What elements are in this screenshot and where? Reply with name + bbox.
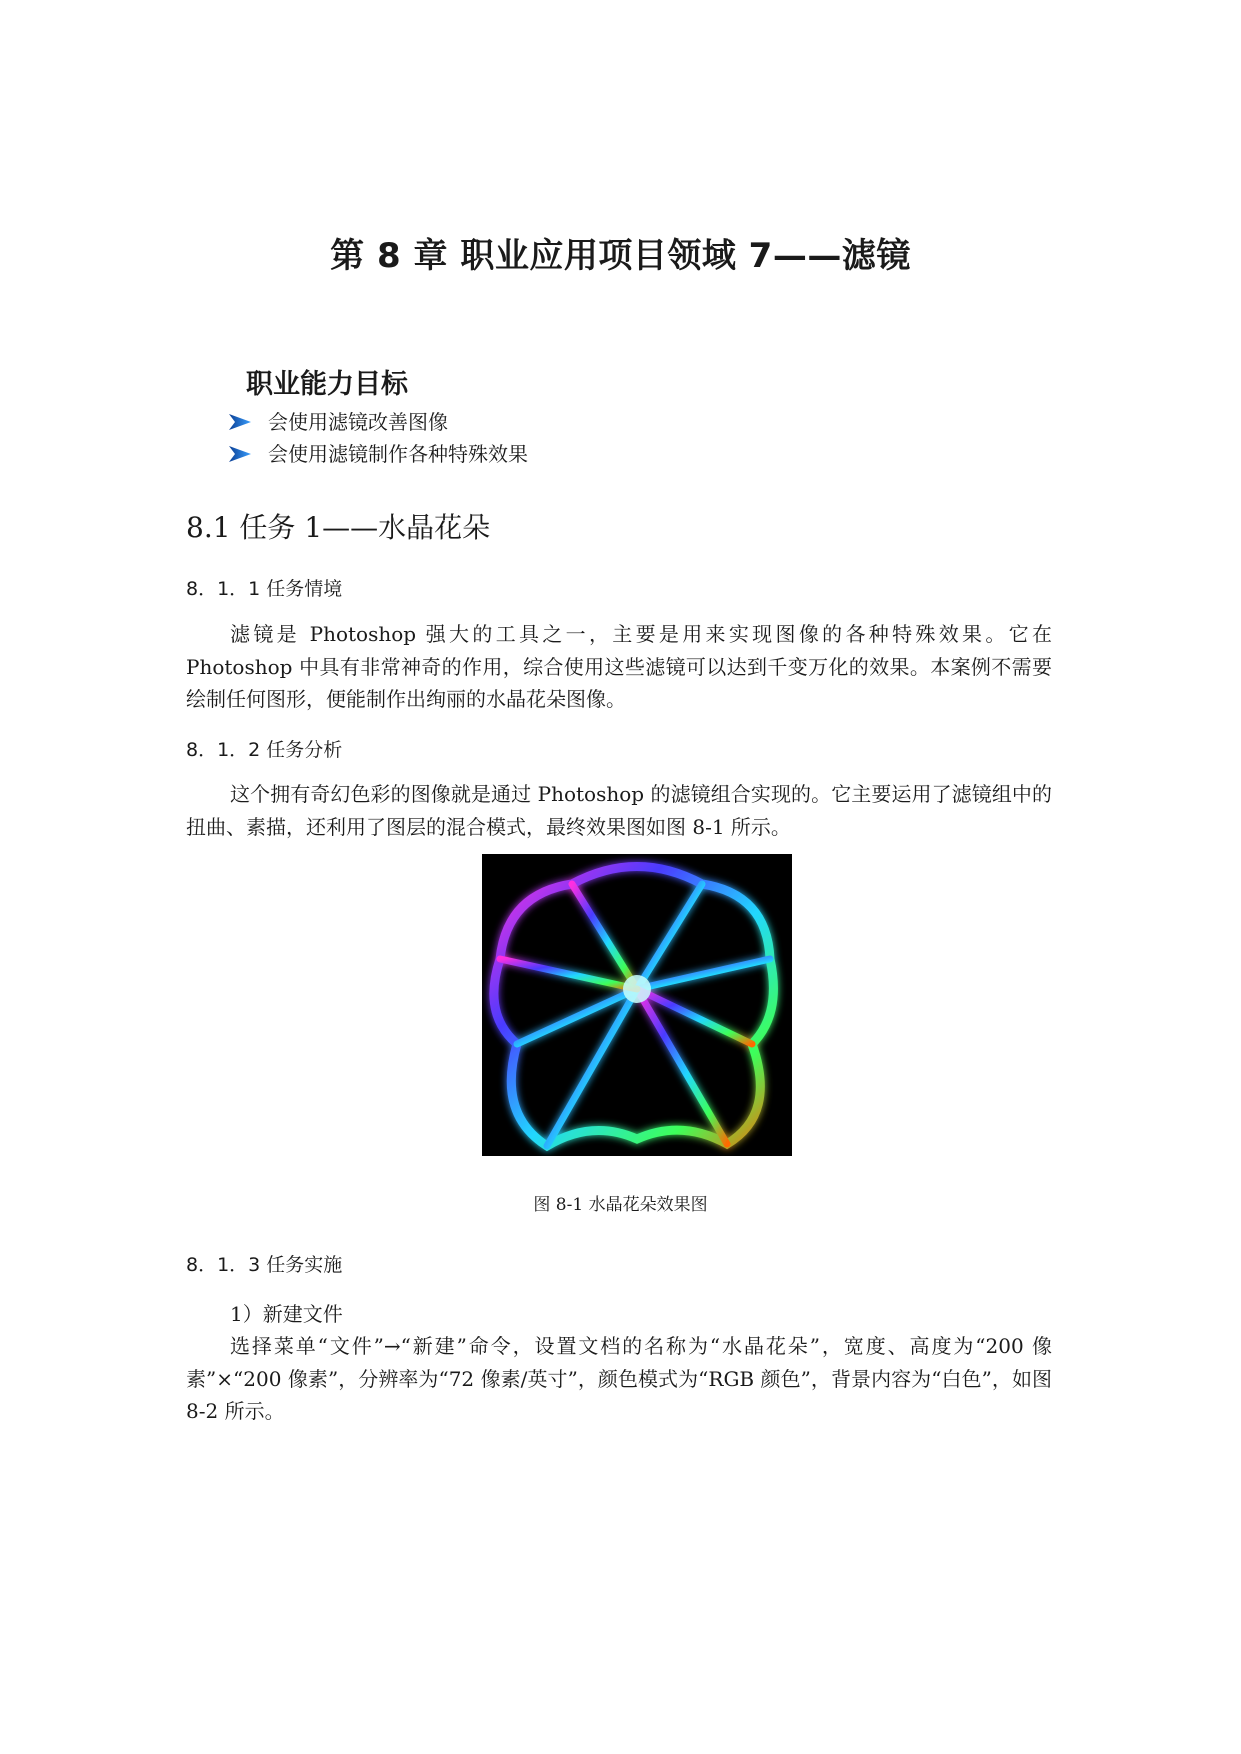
goal-item [228, 441, 528, 467]
paragraph: 滤镜是 Photoshop 强大的工具之一，主要是用来实现图像的各种特殊效果。它在 Photoshop 中具有非常神奇的作用，综合使用这些滤镜可以达到千变万化的效果。本案例不需要绘制任何图形，便能制作出绚丽的水晶花朵图像。 [186, 622, 1052, 711]
subsection-title: 8．1．2 任务分析 [186, 739, 343, 761]
crystal-flower-image [482, 854, 792, 1156]
paragraph: 这个拥有奇幻色彩的图像就是通过 Photoshop 的滤镜组合实现的。它主要运用了滤镜组中的扭曲、素描，还利用了图层的混合模式，最终效果图如图 8-1 所示。 [186, 782, 1052, 839]
goal-item [228, 409, 448, 435]
goal-item-label: 会使用滤镜改善图像 [268, 410, 448, 434]
chapter-title: 第 8 章 职业应用项目领域 7——滤镜 [330, 236, 911, 276]
subsection-title: 8．1．1 任务情境 [186, 578, 343, 600]
arrow-bullet-icon [228, 445, 252, 463]
step-heading: 1）新建文件 [230, 1302, 343, 1326]
subsection-title: 8．1．3 任务实施 [186, 1254, 343, 1276]
section-title: 8.1 任务 1——水晶花朵 [186, 511, 491, 544]
figure-caption: 图 8-1 水晶花朵效果图 [533, 1195, 708, 1215]
arrow-bullet-icon [228, 413, 252, 431]
paragraph: 选择菜单“文件”→“新建”命令，设置文档的名称为“水晶花朵”，宽度、高度为“200 像素”×“200 像素”，分辨率为“72 像素/英寸”，颜色模式为“RGB 颜色”，背景内容为“白色”，如图 8-2 所示。 [186, 1334, 1052, 1423]
goals-heading: 职业能力目标 [246, 369, 408, 400]
goal-item-label: 会使用滤镜制作各种特殊效果 [268, 442, 528, 466]
